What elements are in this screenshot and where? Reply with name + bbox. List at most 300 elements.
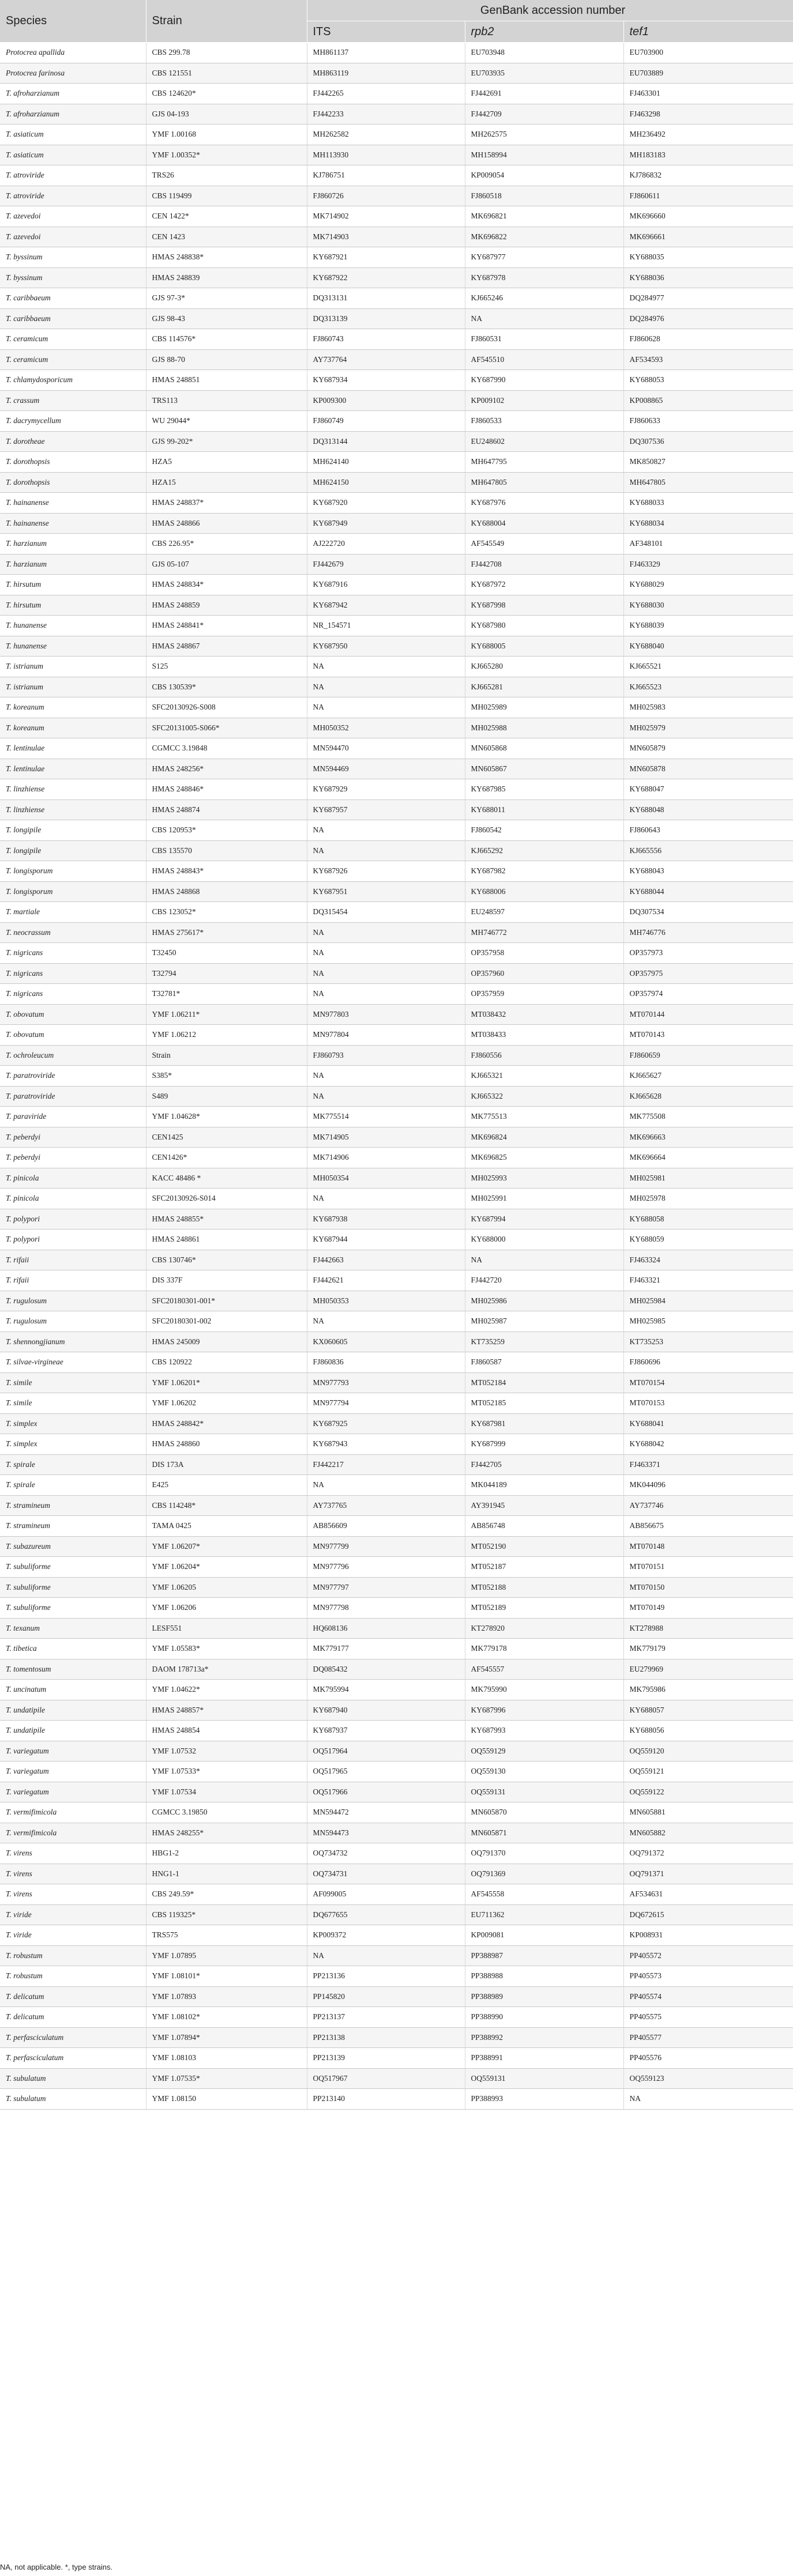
its-cell: FJ860743 [307,329,465,350]
rpb2-cell: KY687980 [465,616,623,636]
tef1-cell: MH746776 [623,922,793,943]
rpb2-cell: KT735259 [465,1332,623,1352]
species-cell: T. linzhiense [0,799,146,820]
rpb2-cell: MN605867 [465,759,623,779]
rpb2-cell: KT278920 [465,1618,623,1639]
rpb2-cell: OQ559131 [465,1782,623,1802]
rpb2-cell: MT052184 [465,1372,623,1393]
table-row [0,288,793,309]
table-row [0,1189,793,1209]
table-row [0,1066,793,1087]
tef1-cell: MT070151 [623,1557,793,1578]
tef1-cell: MK850827 [623,452,793,473]
species-cell: T. longipile [0,820,146,841]
strain-cell: YMF 1.08101* [146,1966,307,1987]
tef1-cell: KJ786832 [623,165,793,186]
strain-cell: YMF 1.07893 [146,1986,307,2007]
strain-cell: YMF 1.07532 [146,1741,307,1762]
rpb2-cell: MT052189 [465,1598,623,1619]
its-cell: MK779177 [307,1639,465,1659]
species-cell: T. longipile [0,840,146,861]
strain-cell: GJS 99-202* [146,431,307,452]
strain-cell: CBS 119325* [146,1904,307,1925]
strain-cell: YMF 1.07534 [146,1782,307,1802]
strain-cell: CEN 1423 [146,227,307,247]
its-cell: KY687937 [307,1721,465,1741]
its-cell: NA [307,1066,465,1087]
species-cell: T. shennongjianum [0,1332,146,1352]
rpb2-cell: KY687994 [465,1209,623,1229]
rpb2-cell: KP009102 [465,390,623,411]
its-cell: KY687922 [307,267,465,288]
table-row [0,779,793,800]
its-cell: NA [307,1311,465,1332]
rpb2-cell: FJ860533 [465,411,623,432]
its-cell: HQ608136 [307,1618,465,1639]
strain-cell: HMAS 248834* [146,575,307,595]
its-cell: NA [307,1945,465,1966]
its-cell: FJ442663 [307,1250,465,1270]
species-cell: T. koreanum [0,718,146,738]
table-row [0,308,793,329]
table-row [0,1618,793,1639]
table-row [0,206,793,227]
its-cell: MK775514 [307,1107,465,1127]
its-cell: MN977797 [307,1577,465,1598]
species-cell: T. tibetica [0,1639,146,1659]
tef1-cell: MT070149 [623,1598,793,1619]
strain-cell: YMF 1.07533* [146,1762,307,1782]
species-cell: T. afroharzianum [0,84,146,104]
rpb2-cell: FJ860587 [465,1352,623,1373]
rpb2-cell: MT052188 [465,1577,623,1598]
its-cell: MN977794 [307,1393,465,1414]
strain-cell: TRS575 [146,1925,307,1946]
its-cell: MH863119 [307,63,465,84]
rpb2-cell: KY687982 [465,861,623,882]
rpb2-cell: OQ559131 [465,2068,623,2089]
rpb2-cell: KY687972 [465,575,623,595]
table-row [0,1782,793,1802]
strain-cell: CBS 114248* [146,1495,307,1516]
its-cell: DQ313144 [307,431,465,452]
tef1-cell: MK779179 [623,1639,793,1659]
strain-cell: CBS 124620* [146,84,307,104]
strain-cell: HMAS 248861 [146,1229,307,1250]
rpb2-cell: AF545549 [465,534,623,555]
its-cell: KY687929 [307,779,465,800]
species-cell: T. paraviride [0,1107,146,1127]
species-cell: T. silvae-virgineae [0,1352,146,1373]
table-row [0,922,793,943]
tef1-cell: FJ860696 [623,1352,793,1373]
tef1-cell: FJ463298 [623,104,793,125]
strain-cell: YMF 1.07894* [146,2027,307,2048]
table-row [0,1700,793,1721]
rpb2-cell: OQ791370 [465,1843,623,1864]
tef1-cell: MT070154 [623,1372,793,1393]
strain-cell: YMF 1.06202 [146,1393,307,1414]
table-row [0,1291,793,1311]
species-cell: T. tomentosum [0,1659,146,1680]
species-cell: T. dorothopsis [0,452,146,473]
table-row [0,1536,793,1557]
rpb2-cell: KY688000 [465,1229,623,1250]
species-cell: T. simplex [0,1434,146,1455]
table-row [0,943,793,964]
species-cell: T. azevedoi [0,227,146,247]
rpb2-cell: MH025993 [465,1168,623,1189]
species-cell: T. delicatum [0,2007,146,2028]
its-cell: NA [307,1189,465,1209]
table-row [0,1843,793,1864]
its-cell: KY687957 [307,799,465,820]
table-row [0,1680,793,1700]
its-cell: MN977793 [307,1372,465,1393]
table-row [0,513,793,534]
rpb2-cell: OP357958 [465,943,623,964]
rpb2-cell: MK779178 [465,1639,623,1659]
rpb2-cell: MH158994 [465,145,623,165]
species-cell: T. subuliforme [0,1557,146,1578]
strain-cell: CBS 226.95* [146,534,307,555]
rpb2-cell: MH025989 [465,697,623,718]
table-row [0,1148,793,1168]
strain-cell: SFC20180301-002 [146,1311,307,1332]
tef1-cell: PP405577 [623,2027,793,2048]
tef1-cell: KY688042 [623,1434,793,1455]
tef1-cell: AF534593 [623,349,793,370]
tef1-cell: OP357975 [623,963,793,984]
strain-cell: CBS 114576* [146,329,307,350]
its-cell: OQ517967 [307,2068,465,2089]
species-cell: T. peberdyi [0,1148,146,1168]
table-row [0,718,793,738]
strain-cell: CBS 121551 [146,63,307,84]
species-cell: Protocrea apallida [0,43,146,63]
strain-cell: YMF 1.07895 [146,1945,307,1966]
rpb2-cell: EU711362 [465,1904,623,1925]
table-row [0,247,793,268]
rpb2-cell: MK775513 [465,1107,623,1127]
table-row [0,2007,793,2028]
table-row [0,595,793,616]
tef1-cell: KY688041 [623,1413,793,1434]
species-cell: T. uncinatum [0,1680,146,1700]
table-row [0,1413,793,1434]
strain-cell: CGMCC 3.19850 [146,1802,307,1823]
table-row [0,1025,793,1046]
species-cell: T. vermifimicola [0,1823,146,1843]
species-cell: T. spirale [0,1475,146,1496]
table-row [0,1741,793,1762]
species-cell: T. nigricans [0,963,146,984]
tef1-cell: KY688035 [623,247,793,268]
rpb2-cell: KY688011 [465,799,623,820]
strain-cell: HNG1-1 [146,1864,307,1884]
rpb2-cell: EU703948 [465,43,623,63]
tef1-cell: MN605882 [623,1823,793,1843]
table-row [0,840,793,861]
table-row [0,575,793,595]
its-cell: MN977799 [307,1536,465,1557]
table-row [0,697,793,718]
rpb2-cell: KY688005 [465,636,623,657]
its-cell: NA [307,1086,465,1107]
strain-cell: HMAS 248256* [146,759,307,779]
its-cell: MH624140 [307,452,465,473]
species-cell: T. viride [0,1925,146,1946]
strain-cell: DIS 337F [146,1270,307,1291]
table-row [0,636,793,657]
strain-cell: CBS 299.78 [146,43,307,63]
rpb2-cell: EU248602 [465,431,623,452]
its-cell: MH113930 [307,145,465,165]
table-row [0,472,793,493]
table-row [0,1209,793,1229]
table-row [0,165,793,186]
its-cell: MH050352 [307,718,465,738]
species-cell: T. dorothopsis [0,472,146,493]
species-cell: T. crassum [0,390,146,411]
its-cell: KY687940 [307,1700,465,1721]
table-row [0,329,793,350]
table-row [0,1516,793,1537]
tef1-cell: KY688030 [623,595,793,616]
table-row [0,2027,793,2048]
table-row [0,2048,793,2069]
rpb2-cell: PP388990 [465,2007,623,2028]
species-cell: T. atroviride [0,186,146,206]
tef1-cell: FJ860659 [623,1045,793,1066]
species-cell: T. afroharzianum [0,104,146,125]
tef1-cell: MN605881 [623,1802,793,1823]
strain-cell: YMF 1.08103 [146,2048,307,2069]
its-cell: KX060605 [307,1332,465,1352]
strain-cell: YMF 1.06211* [146,1004,307,1025]
table-row [0,1823,793,1843]
strain-cell: HMAS 248838* [146,247,307,268]
table-row [0,493,793,514]
tef1-cell: KJ665556 [623,840,793,861]
species-cell: T. simile [0,1372,146,1393]
its-cell: KY687925 [307,1413,465,1434]
rpb2-cell: MH746772 [465,922,623,943]
tef1-cell: OP357974 [623,984,793,1005]
tef1-cell: MT070143 [623,1025,793,1046]
strain-cell: CGMCC 3.19848 [146,738,307,759]
its-cell: FJ442621 [307,1270,465,1291]
its-cell: MN977804 [307,1025,465,1046]
rpb2-cell: FJ442709 [465,104,623,125]
species-cell: T. undatipile [0,1721,146,1741]
tef1-cell: FJ860633 [623,411,793,432]
species-cell: T. virens [0,1864,146,1884]
its-cell: NA [307,840,465,861]
strain-cell: S489 [146,1086,307,1107]
its-cell: MN594470 [307,738,465,759]
rpb2-cell: KJ665321 [465,1066,623,1087]
species-cell: T. paratroviride [0,1086,146,1107]
species-cell: T. chlamydosporicum [0,370,146,391]
tef1-cell: FJ463329 [623,554,793,575]
table-row [0,411,793,432]
tef1-cell: MT070148 [623,1536,793,1557]
tef1-cell: MH025983 [623,697,793,718]
strain-cell: GJS 05-107 [146,554,307,575]
its-cell: MN977798 [307,1598,465,1619]
species-cell: T. subuliforme [0,1598,146,1619]
its-cell: PP213139 [307,2048,465,2069]
species-cell: T. viride [0,1904,146,1925]
tef1-cell: OQ559120 [623,1741,793,1762]
its-cell: DQ315454 [307,902,465,923]
species-cell: T. subulatum [0,2068,146,2089]
rpb2-cell: KJ665246 [465,288,623,309]
species-cell: T. virens [0,1843,146,1864]
species-cell: T. hirsutum [0,595,146,616]
its-cell: NA [307,984,465,1005]
rpb2-cell: MK696824 [465,1127,623,1148]
rpb2-cell: MH647805 [465,472,623,493]
its-cell: MH624150 [307,472,465,493]
species-cell: T. hunanense [0,636,146,657]
rpb2-cell: OQ791369 [465,1864,623,1884]
rpb2-cell: KY687999 [465,1434,623,1455]
tef1-cell: DQ307536 [623,431,793,452]
rpb2-cell: OQ559129 [465,1741,623,1762]
rpb2-cell: KY687978 [465,267,623,288]
tef1-cell: MN605878 [623,759,793,779]
tef1-cell: MT070144 [623,1004,793,1025]
strain-cell: HMAS 248855* [146,1209,307,1229]
species-cell: T. hirsutum [0,575,146,595]
rpb2-cell: PP388993 [465,2089,623,2110]
table-row [0,1577,793,1598]
strain-cell: HZA15 [146,472,307,493]
table-row [0,43,793,63]
its-cell: MK714903 [307,227,465,247]
strain-cell: TAMA 0425 [146,1516,307,1537]
its-cell: KP009300 [307,390,465,411]
species-cell: T. asiaticum [0,145,146,165]
table-footnote: NA, not applicable. *, type strains. [0,2563,113,2571]
its-cell: OQ517964 [307,1741,465,1762]
its-cell: KY687943 [307,1434,465,1455]
tef1-cell: OP357973 [623,943,793,964]
species-cell: T. byssinum [0,247,146,268]
strain-cell: HMAS 248842* [146,1413,307,1434]
tef1-cell: KY688033 [623,493,793,514]
table-row [0,1986,793,2007]
its-cell: PP213136 [307,1966,465,1987]
strain-cell: YMF 1.00168 [146,125,307,145]
its-cell: MN977796 [307,1557,465,1578]
tef1-cell: MK696664 [623,1148,793,1168]
table-row [0,1762,793,1782]
species-cell: T. subazureum [0,1536,146,1557]
its-cell: MH050353 [307,1291,465,1311]
table-row [0,1925,793,1946]
table-row [0,84,793,104]
tef1-cell: MN605879 [623,738,793,759]
rpb2-cell: PP388989 [465,1986,623,2007]
table-row [0,125,793,145]
tef1-cell: MH025981 [623,1168,793,1189]
its-cell: MH262582 [307,125,465,145]
strain-cell: HMAS 245009 [146,1332,307,1352]
its-cell: FJ860726 [307,186,465,206]
tef1-cell: AF348101 [623,534,793,555]
tef1-cell: MK775508 [623,1107,793,1127]
table-row [0,861,793,882]
table-body [0,43,793,2110]
rpb2-cell: OP357960 [465,963,623,984]
species-cell: T. nigricans [0,984,146,1005]
tef1-cell: DQ307534 [623,902,793,923]
species-cell: T. pinicola [0,1189,146,1209]
strain-cell: T32450 [146,943,307,964]
species-cell: T. atroviride [0,165,146,186]
strain-cell: YMF 1.06201* [146,1372,307,1393]
tef1-cell: KY688056 [623,1721,793,1741]
tef1-cell: MT070150 [623,1577,793,1598]
tef1-cell: DQ284977 [623,288,793,309]
tef1-cell: MK696663 [623,1127,793,1148]
strain-cell: SFC20131005-S066* [146,718,307,738]
table-row [0,1168,793,1189]
its-cell: KY687926 [307,861,465,882]
table-row [0,1945,793,1966]
strain-cell: HMAS 248868 [146,881,307,902]
strain-cell: SFC20130926-S014 [146,1189,307,1209]
species-cell: T. simile [0,1393,146,1414]
table-row [0,1495,793,1516]
tef1-cell: FJ463301 [623,84,793,104]
tef1-cell: AY737746 [623,1495,793,1516]
species-cell: T. rugulosum [0,1311,146,1332]
strain-cell: HMAS 248857* [146,1700,307,1721]
strain-cell: CBS 120922 [146,1352,307,1373]
tef1-cell: FJ463371 [623,1454,793,1475]
its-cell: DQ313131 [307,288,465,309]
strain-cell: GJS 98-43 [146,308,307,329]
rpb2-cell: KJ665292 [465,840,623,861]
table-row [0,452,793,473]
tef1-cell: OQ791372 [623,1843,793,1864]
table-row [0,1884,793,1905]
strain-cell: HMAS 248866 [146,513,307,534]
strain-cell: DIS 173A [146,1454,307,1475]
strain-cell: SFC20180301-001* [146,1291,307,1311]
table-row [0,1639,793,1659]
table-row [0,349,793,370]
species-cell: T. polypori [0,1209,146,1229]
tef1-cell: OQ559122 [623,1782,793,1802]
species-cell: T. polypori [0,1229,146,1250]
strain-cell: HMAS 248860 [146,1434,307,1455]
header-genbank: GenBank accession number [307,0,793,21]
tef1-cell: KY688036 [623,267,793,288]
rpb2-cell: MK696825 [465,1148,623,1168]
table-row [0,657,793,677]
tef1-cell: KT278988 [623,1618,793,1639]
tef1-cell: KT735253 [623,1332,793,1352]
its-cell: MN594472 [307,1802,465,1823]
strain-cell: S125 [146,657,307,677]
rpb2-cell: FJ442720 [465,1270,623,1291]
table-row [0,554,793,575]
